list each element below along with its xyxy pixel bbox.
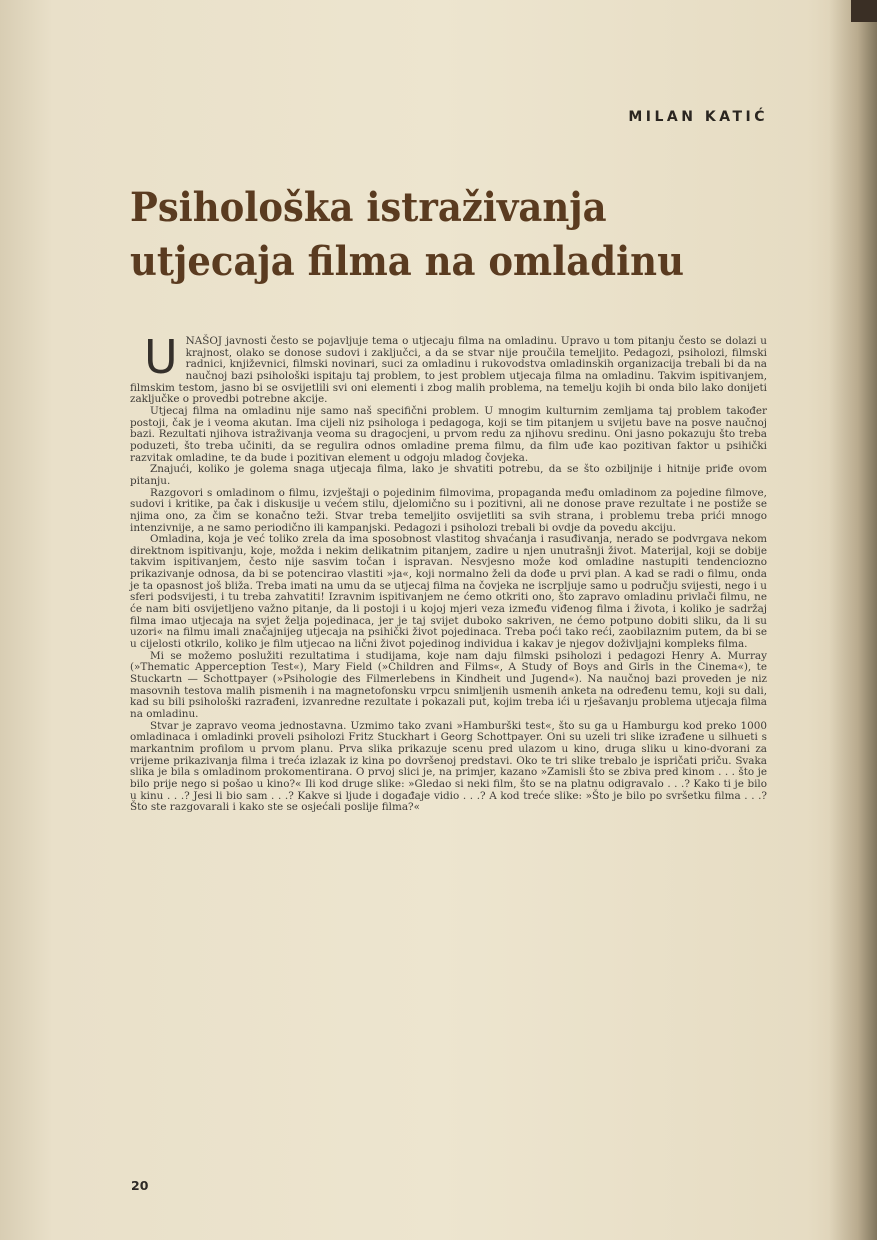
article-paragraph: UNAŠOJ javnosti često se pojavljuje tema o utjecaju filma na omladinu. Upravo u tom pitanju često se dolazi u krajnost, olako se donose sudovi i zaključci, a da se stvar nije proučila temeljito. Pedagozi, psiholozi, filmski radnici, književnici, filmski novinari, suci za omladinu i rukovodstva omladinskih organizacija trebali bi da na naučnoj bazi psihološki ispitaju taj problem, to jest problem utjecaja filma na omladinu. Takvim ispitivanjem, filmskim testom, jasno bi se osvijetlili svi oni elementi i zbog malih problema, na temelju kojih bi onda bilo lako donijeti zaključke o provedbi potrebne akcije. xyxy=(130,330,767,406)
article-paragraph: Znajući, koliko je golema snaga utjecaja filma, lako je shvatiti potrebu, da se što ozbiljnije i hitnije priđe ovom pitanju. xyxy=(130,463,767,487)
article-body xyxy=(130,330,767,814)
drop-cap: U xyxy=(144,330,178,384)
article-paragraph: Omladina, koja je već toliko zrela da ima sposobnost vlastitog shvaćanja i rasuđivanja, nerado se podvrgava nekom direktnom ispitivanju, koje, možda i nekim delikatnim pitanjem, zadire u njen unutrašnji život. Materijal, koji se dobije takvim ispitivanjem, često nije sasvim točan i ispravan. Nesvjesno može kod omladine nastupiti tendenciozno prikazivanje odnosa, da bi se potencirao vlastiti »ja«, koji normalno želi da dođe u prvi plan. A kad se radi o filmu, onda je ta opasnost još bliža. Treba imati na umu da se utjecaj filma na čovjeka ne iscrpljuje samo u području svijesti, nego i u sferi podsvijesti, i tu treba zahvatiti! Izravnim ispitivanjem ne ćemo otkriti ono, što zapravo omladinu privlači filmu, ne će nam biti osvijetljeno važno pitanje, da li postoji i u kojoj mjeri veza između viđenog filma i života, i koliko je sadržaj filma imao utjecaja na svjet želja pojedinaca, jer je taj svijet duboko sakriven, ne ćemo potpuno dobiti sliku, da li su uzori« na filmu imali značajnijeg utjecaja na psihički život pojedinaca. Treba poći tako reći, zaobilaznim putem, da bi se u cijelosti otkrilo, koliko je film utjecao na lični život pojedinog individua i kakav je njegov doživljajni kompleks filma. xyxy=(130,533,767,651)
article-paragraph: Mi se možemo poslužiti rezultatima i studijama, koje nam daju filmski psiholozi i pedagozi Henry A. Murray (»Thematic Apperception Test«), Mary Field (»Children and Films«, A Study of Boys and Girls in the Cinema«), te Stuckartn — Schottpayer (»Psihologie des Filmerlebens in Kindheit und Jugend«). Na naučnoj bazi proveden je niz masovnih testova malih pismenih i na magnetofonsku vrpcu snimljenih usmenih anketa na određenu temu, koji su dali, kad su bili psihološki razrađeni, izvanredne rezultate i pokazali put, kojim treba ići u rješavanju problema utjecaja filma na omladinu. xyxy=(130,649,767,720)
article-paragraph: Utjecaj filma na omladinu nije samo naš specifični problem. U mnogim kulturnim zemljama taj problem također postoji, čak je i veoma akutan. Ima cijeli niz psihologa i pedagoga, koji se tim pitanjem u svijetu bave na posve naučnoj bazi. Rezultati njihova istraživanja veoma su dragocjeni, u prvom redu za njihovu sredinu. Oni jasno pokazuju što treba poduzeti, što treba učiniti, da se regulira odnos omladine prema filmu, da film uđe kao pozitivan faktor u psihički razvitak omladine, te da bude i pozitivan element u odgoju mladog čovjeka. xyxy=(130,404,767,464)
author-name: MILAN KATIĆ xyxy=(628,109,768,125)
spine-shadow xyxy=(829,0,877,1240)
article-paragraph: Razgovori s omladinom o filmu, izvještaji o pojedinim filmovima, propaganda među omladinom za pojedine filmove, sudovi i kritike, pa čak i diskusije u većem stilu, djelomično su i pozitivni, ali ne donose prave rezultate i ne postiže se njima ono, za čim se konačno teži. Stvar treba temeljito osvijetliti sa svih strana, i problemu treba prići mnogo intenzivnije, a ne samo periodično ili kampanjski. Pedagozi i psiholozi trebali bi ovdje da povedu akciju. xyxy=(130,486,767,534)
page-edge-corner xyxy=(851,0,877,22)
article-paragraph: Stvar je zapravo veoma jednostavna. Uzmimo tako zvani »Hamburški test«, što su ga u Hamburgu kod preko 1000 omladinaca i omladinki proveli psiholozi Fritz Stuckhart i Georg Schottpayer. Oni su uzeli tri slike izrađene u silhueti s markantnim profilom u prvom planu. Prva slika prikazuje scenu pred ulazom u kino, druga sliku u kino-dvorani za vrijeme prikazivanja filma i treća izlazak iz kina po dovršenoj predstavi. Oko te tri slike trebalo je ispričati priču. Svaka slika je bila s omladinom prokomentirana. O prvoj slici je, na primjer, kazano »Zamisli što se zbiva pred kinom . . . što je bilo prije nego si pošao u kino?« Ili kod druge slike: »Gledao si neki film, što se na platnu odigravalo . . .? Kako ti je bilo u kinu . . .? Jesi li bio sam . . .? Kakve si ljude i događaje vidio . . .? A kod treće slike: »Što je bilo po svršetku filma . . .? Što ste razgovarali i kako ste se osjećali poslije filma?« xyxy=(130,719,767,814)
page-number: 20 xyxy=(131,1178,149,1193)
article-title: Psihološka istraživanja utjecaja filma na omladinu xyxy=(130,183,684,285)
